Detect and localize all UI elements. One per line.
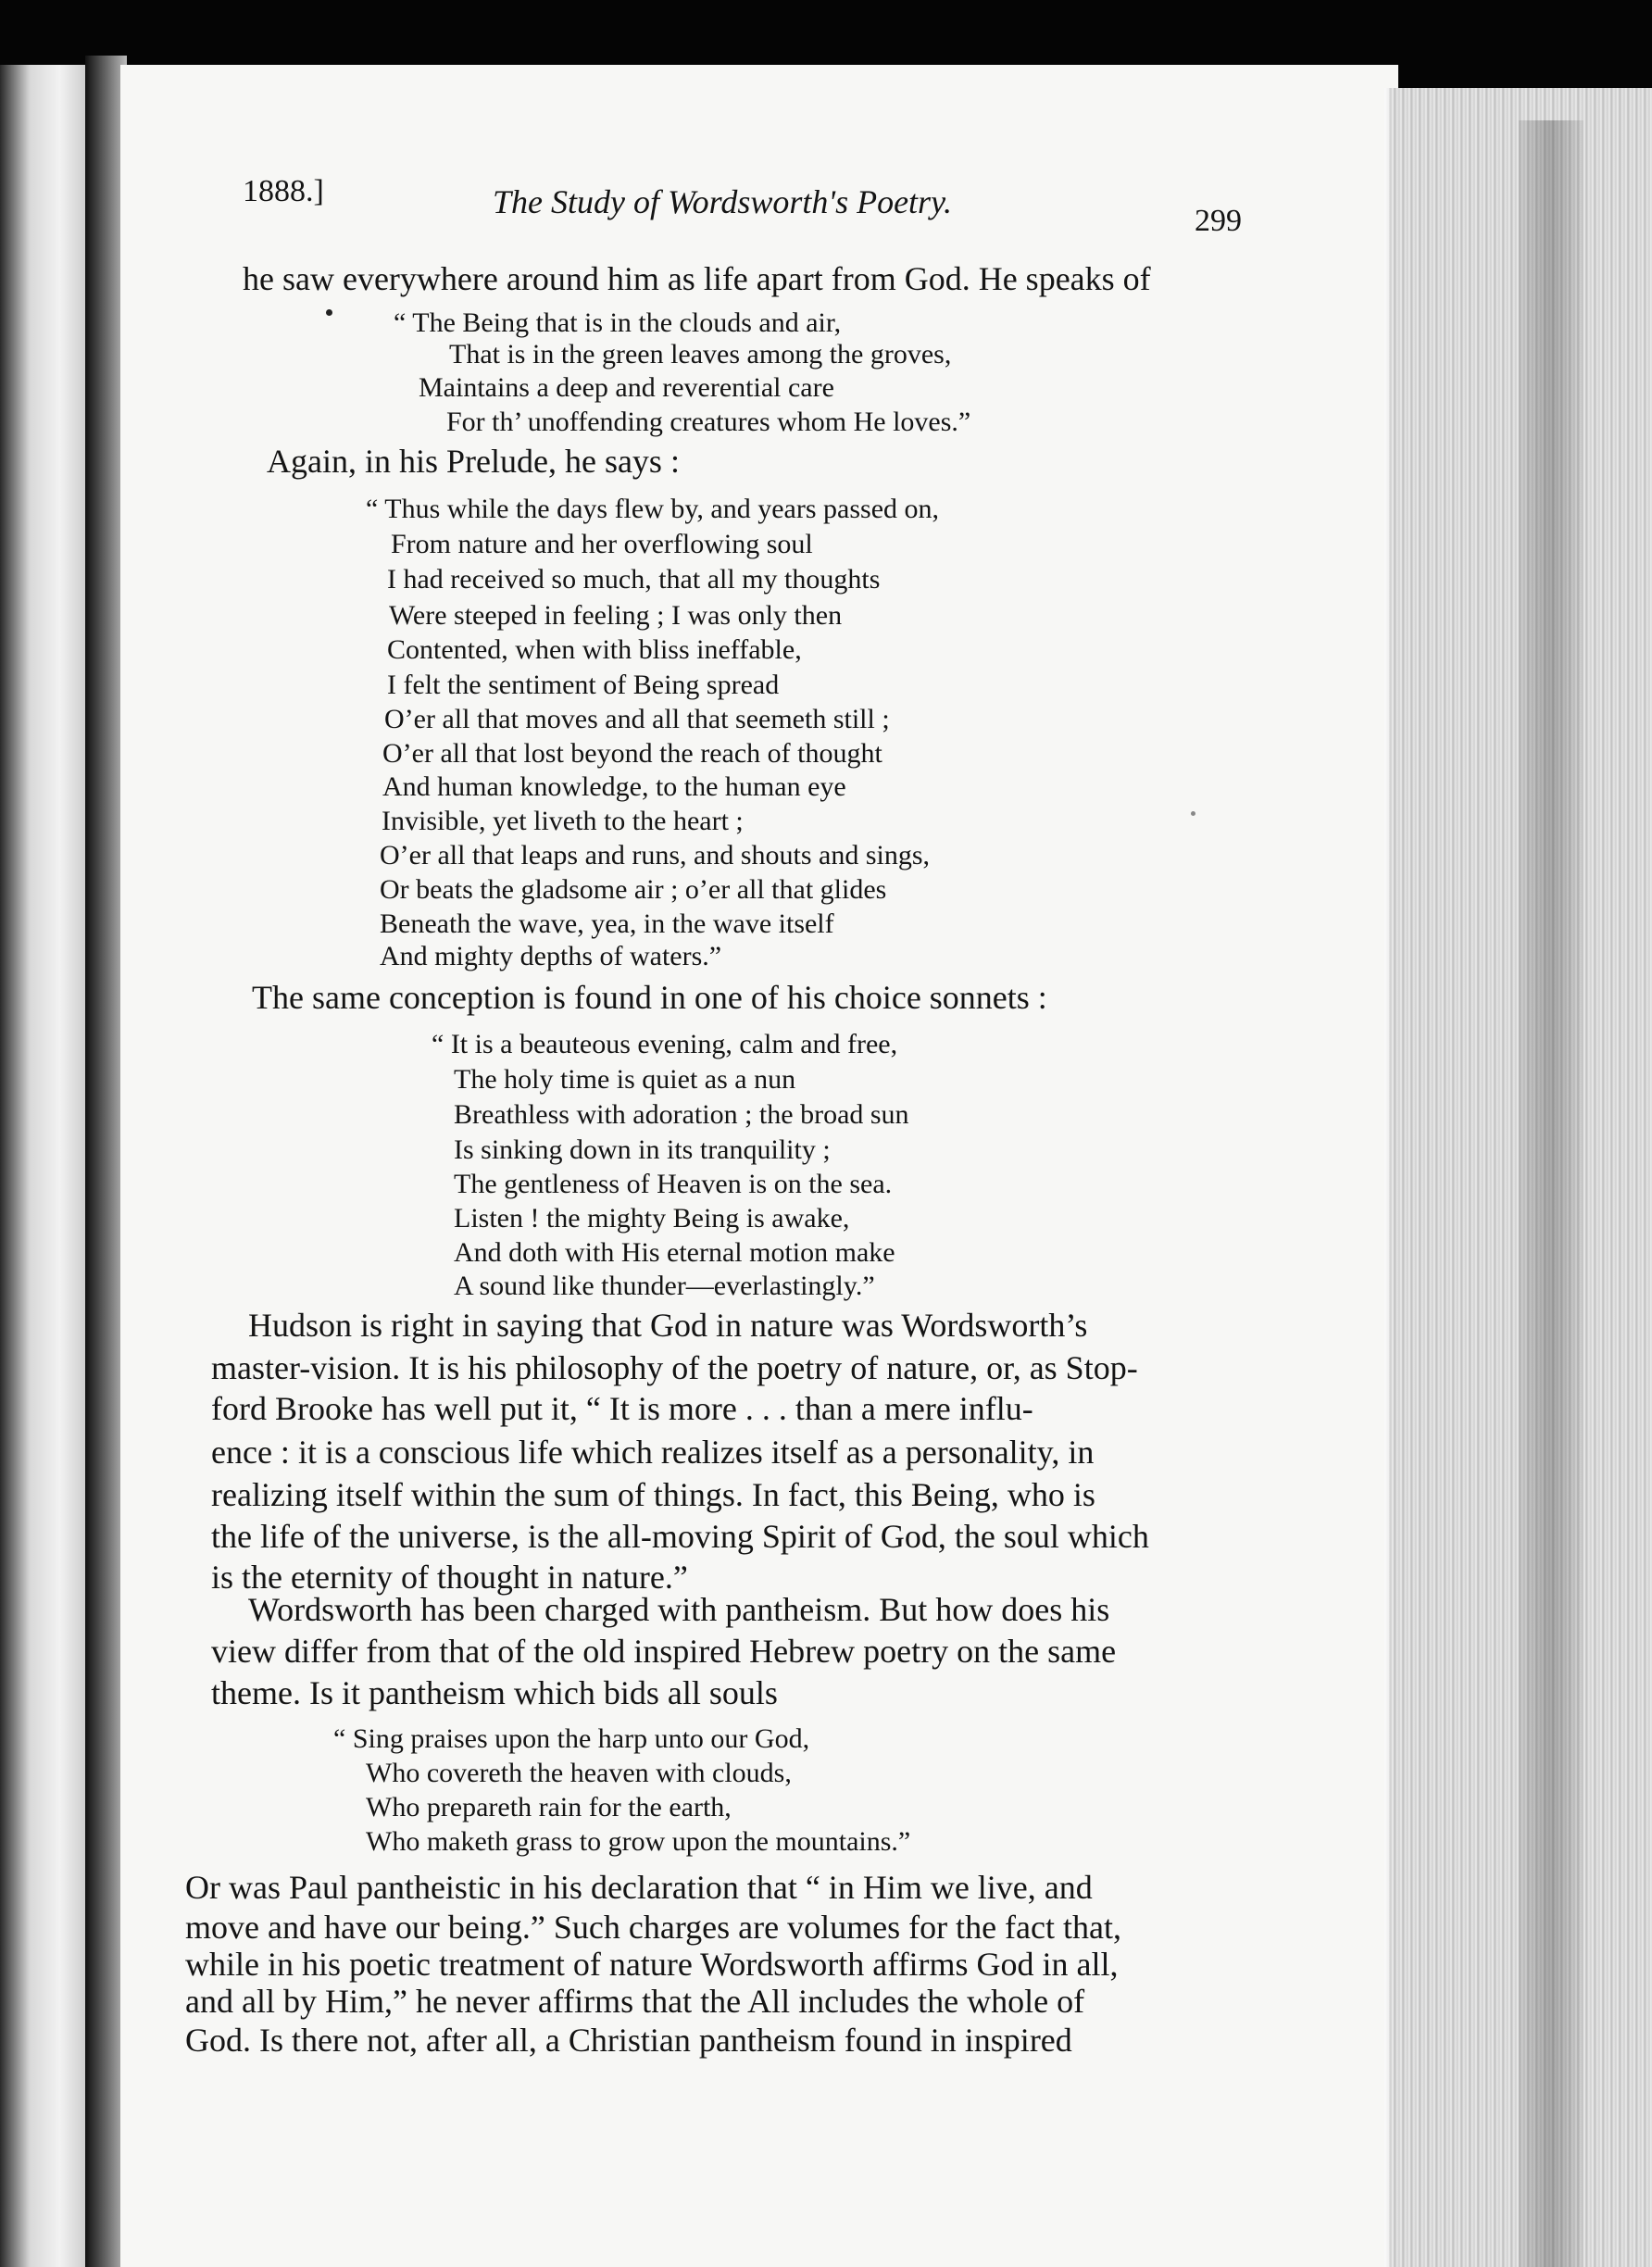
- verse-line: I had received so much, that all my thoughts: [387, 564, 881, 595]
- running-head-title: The Study of Wordsworth's Poetry.: [493, 183, 953, 220]
- verse-line: Listen ! the mighty Being is awake,: [454, 1203, 850, 1234]
- verse-line: “ It is a beauteous evening, calm and free,: [432, 1029, 898, 1059]
- verse-line: And human knowledge, to the human eye: [382, 771, 846, 802]
- text-line: and all by Him,” he never affirms that the All includes the whole of: [185, 1983, 1085, 2020]
- verse-line: “ Thus while the days flew by, and years passed on,: [366, 494, 940, 524]
- verse-line: The holy time is quiet as a nun: [454, 1064, 796, 1095]
- verse-line: O’er all that lost beyond the reach of thought: [382, 738, 882, 769]
- text-line: God. Is there not, after all, a Christian pantheism found in inspired: [185, 2022, 1072, 2059]
- verse-line: Who covereth the heaven with clouds,: [366, 1758, 792, 1788]
- text-line: realizing itself within the sum of things. In fact, this Being, who is: [211, 1476, 1095, 1513]
- text-line: Again, in his Prelude, he says :: [267, 443, 680, 480]
- verse-line: “ Sing praises upon the harp unto our God,: [333, 1723, 810, 1754]
- ink-speck: [326, 309, 332, 316]
- text-line: Wordsworth has been charged with pantheism. But how does his: [248, 1591, 1110, 1628]
- text-line: Hudson is right in saying that God in nature was Wordsworth’s: [248, 1307, 1088, 1344]
- text-line: view differ from that of the old inspired Hebrew poetry on the same: [211, 1633, 1117, 1670]
- verse-line: Contented, when with bliss ineffable,: [387, 634, 802, 665]
- text-line: move and have our being.” Such charges are volumes for the fact that,: [185, 1909, 1121, 1946]
- page-number: 299: [1195, 204, 1242, 238]
- running-head-date: 1888.]: [243, 174, 324, 208]
- text-line: The same conception is found in one of his choice sonnets :: [252, 979, 1047, 1016]
- text-line: ford Brooke has well put it, “ It is more . . . than a mere influ-: [211, 1390, 1033, 1427]
- verse-line: Beneath the wave, yea, in the wave itself: [380, 908, 834, 939]
- verse-line: A sound like thunder—everlastingly.”: [454, 1271, 875, 1301]
- text-line: ence : it is a conscious life which realizes itself as a personality, in: [211, 1434, 1095, 1471]
- verse-line: O’er all that moves and all that seemeth still ;: [384, 704, 890, 734]
- verse-line: For th’ unoffending creatures whom He loves.”: [446, 407, 971, 437]
- text-line: the life of the universe, is the all-moving Spirit of God, the soul which: [211, 1518, 1149, 1555]
- verse-line: Breathless with adoration ; the broad sun: [454, 1099, 909, 1130]
- verse-line: Invisible, yet liveth to the heart ;: [382, 806, 744, 836]
- verse-line: Or beats the gladsome air ; o’er all that glides: [380, 874, 887, 905]
- verse-line: Is sinking down in its tranquility ;: [454, 1134, 831, 1165]
- verse-line: Who prepareth rain for the earth,: [366, 1792, 732, 1822]
- text-line: while in his poetic treatment of nature Wordsworth affirms God in all,: [185, 1946, 1119, 1983]
- verse-line: O’er all that leaps and runs, and shouts and sings,: [380, 840, 931, 870]
- verse-line: From nature and her overflowing soul: [391, 529, 813, 559]
- verse-line: Who maketh grass to grow upon the mountains.”: [366, 1826, 911, 1857]
- text-line: is the eternity of thought in nature.”: [211, 1559, 688, 1596]
- verse-line: And mighty depths of waters.”: [380, 941, 722, 971]
- text-line: Or was Paul pantheistic in his declaration that “ in Him we live, and: [185, 1869, 1093, 1906]
- text-line: theme. Is it pantheism which bids all souls: [211, 1674, 778, 1711]
- text-line: he saw everywhere around him as life apart from God. He speaks of: [243, 260, 1151, 297]
- page-edge-band: [1519, 120, 1583, 2267]
- verse-line: “ The Being that is in the clouds and air,: [394, 307, 842, 338]
- text-line: master-vision. It is his philosophy of the poetry of nature, or, as Stop-: [211, 1349, 1138, 1386]
- left-page-edge: [0, 65, 85, 2267]
- verse-line: I felt the sentiment of Being spread: [387, 670, 780, 700]
- verse-line: And doth with His eternal motion make: [454, 1237, 895, 1268]
- verse-line: The gentleness of Heaven is on the sea.: [454, 1169, 893, 1199]
- verse-line: That is in the green leaves among the groves,: [449, 339, 952, 369]
- ink-speck: [1191, 811, 1195, 816]
- verse-line: Maintains a deep and reverential care: [419, 372, 834, 403]
- verse-line: Were steeped in feeling ; I was only then: [389, 600, 843, 631]
